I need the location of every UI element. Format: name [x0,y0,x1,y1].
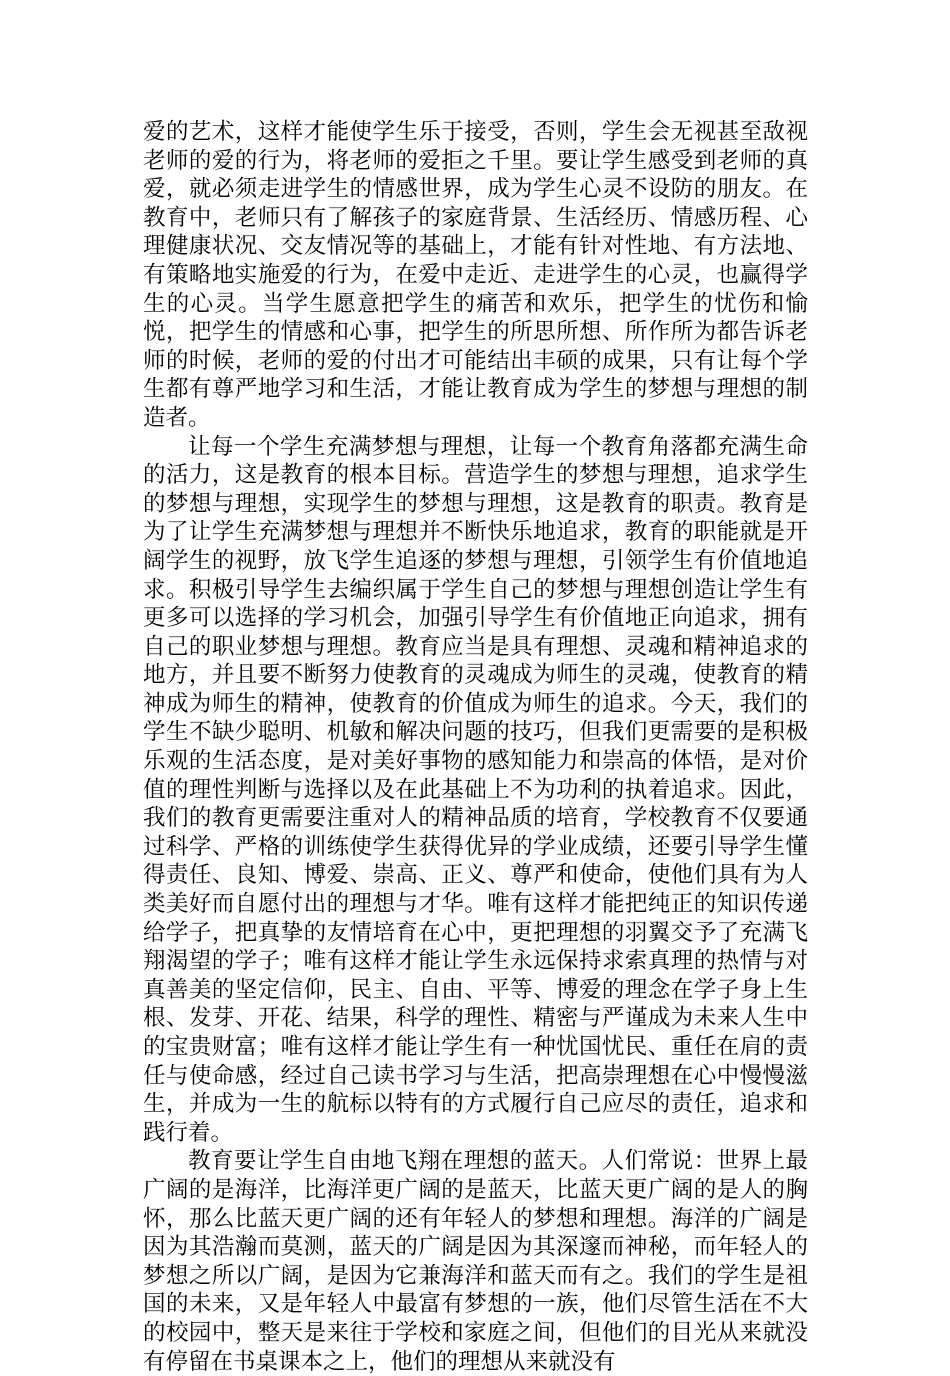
paragraph-3: 教育要让学生自由地飞翔在理想的蓝天。人们常说：世界上最广阔的是海洋，比海洋更广阔的是蓝天，比蓝天更广阔的是人的胸怀，那么比蓝天更广阔的还有年轻人的梦想和理想。海洋的广阔是因为其浩瀚而莫测，蓝天的广阔是因为其深邃而神秘，而年轻人的梦想之所以广阔，是因为它兼海洋和蓝天而有之。我们的学生是祖国的未来，又是年轻人中最富有梦想的一族，他们尽管生活在不大的校园中，整天是来往于学校和家庭之间，但他们的目光从来就没有停留在书桌课本之上，他们的理想从来就没有 [143,1148,808,1375]
document-page [143,118,808,1376]
paragraph-2: 让每一个学生充满梦想与理想，让每一个教育角落都充满生命的活力，这是教育的根本目标。营造学生的梦想与理想，追求学生的梦想与理想，实现学生的梦想与理想，这是教育的职责。教育是为了让学生充满梦想与理想并不断快乐地追求，教育的职能就是开阔学生的视野，放飞学生追逐的梦想与理想，引领学生有价值地追求。积极引导学生去编织属于学生自己的梦想与理想创造让学生有更多可以选择的学习机会，加强引导学生有价值地正向追求，拥有自己的职业梦想与理想。教育应当是具有理想、灵魂和精神追求的地方，并且要不断努力使教育的灵魂成为师生的灵魂，使教育的精神成为师生的精神，使教育的价值成为师生的追求。今天，我们的学生不缺少聪明、机敏和解决问题的技巧，但我们更需要的是积极乐观的生活态度，是对美好事物的感知能力和崇高的体悟，是对价值的理性判断与选择以及在此基础上不为功利的执着追求。因此，我们的教育更需要注重对人的精神品质的培育，学校教育不仅要通过科学、严格的训练使学生获得优异的学业成绩，还要引导学生懂得责任、良知、博爱、崇高、正义、尊严和使命，使他们具有为人类美好而自愿付出的理想与才华。唯有这样才能把纯正的知识传递给学子，把真挚的友情培育在心中，更把理想的羽翼交予了充满飞翔渴望的学子；唯有这样才能让学生永远保持求索真理的热情与对真善美的坚定信仰，民主、自由、平等、博爱的理念在学子身上生根、发芽、开花、结果，科学的理性、精密与严谨成为未来人生中的宝贵财富；唯有这样才能让学生有一种忧国忧民、重任在肩的责任与使命感，经过自己读书学习与生活，把高崇理想在心中慢慢滋生，并成为一生的航标以特有的方式履行自己应尽的责任，追求和践行着。 [143,433,808,1146]
paragraph-1: 爱的艺术，这样才能使学生乐于接受，否则，学生会无视甚至敌视老师的爱的行为，将老师的爱拒之千里。要让学生感受到老师的真爱，就必须走进学生的情感世界，成为学生心灵不设防的朋友。在教育中，老师只有了解孩子的家庭背景、生活经历、情感历程、心理健康状况、交友情况等的基础上，才能有针对性地、有方法地、有策略地实施爱的行为，在爱中走近、走进学生的心灵，也赢得学生的心灵。当学生愿意把学生的痛苦和欢乐，把学生的忧伤和愉悦，把学生的情感和心事，把学生的所思所想、所作所为都告诉老师的时候，老师的爱的付出才可能结出丰硕的成果，只有让每个学生都有尊严地学习和生活，才能让教育成为学生的梦想与理想的制造者。 [143,119,808,431]
